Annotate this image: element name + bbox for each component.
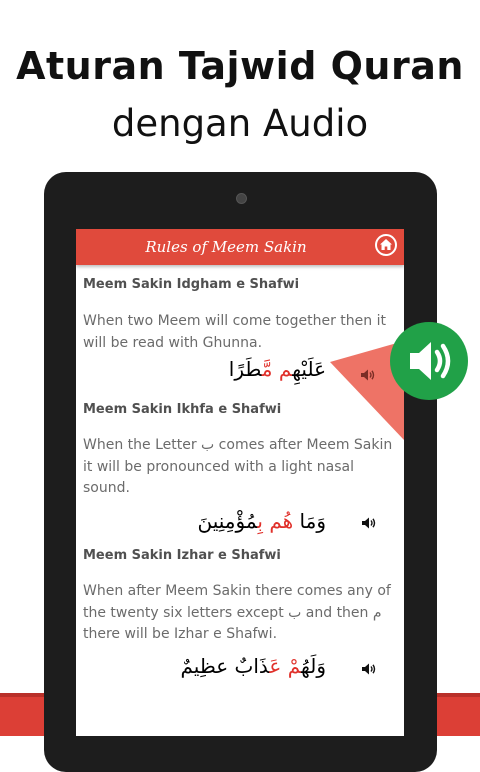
home-button[interactable] — [375, 234, 397, 256]
section-text: When two Meem will come together then it will be read with Ghunna. — [83, 313, 386, 351]
section-title: Meem Sakin Izhar e Shafwi — [83, 548, 281, 563]
speaker-icon[interactable] — [361, 662, 377, 676]
section-text: When the Letter ب comes after Meem Sakin it will be pronounced with a light nasal sound. — [83, 437, 393, 496]
tablet-camera — [236, 193, 247, 204]
arabic-part: طَرًا — [228, 357, 262, 381]
arabic-highlight: هُم بِ — [257, 509, 294, 533]
arabic-part: وَمَا — [299, 509, 326, 533]
arabic-part: مُؤْمِنِينَ — [197, 509, 258, 533]
promo-title: Aturan Tajwid Quran — [16, 44, 464, 88]
arabic-highlight: مْ عَ — [269, 654, 302, 678]
audio-badge[interactable] — [390, 322, 468, 400]
section-title: Meem Sakin Ikhfa e Shafwi — [83, 402, 282, 417]
speaker-icon[interactable] — [361, 516, 377, 530]
arabic-part: ذَابٌ عظِيمٌ — [180, 654, 270, 678]
page-title: Rules of Meem Sakin — [145, 238, 307, 256]
arabic-part: وَلَهُ — [301, 654, 326, 678]
section-text: When after Meem Sakin there comes any of the twenty six letters except ب and then م there will be Izhar e Shafwi. — [83, 583, 391, 642]
app-bar — [76, 229, 404, 265]
arabic-example — [197, 509, 326, 533]
arabic-highlight: م مَّ — [261, 357, 293, 381]
speaker-icon[interactable] — [360, 368, 376, 382]
volume-icon — [390, 322, 468, 400]
promo-subtitle: dengan Audio — [111, 102, 369, 145]
home-icon — [377, 236, 395, 254]
app-screen — [76, 229, 404, 736]
section-title: Meem Sakin Idgham e Shafwi — [83, 277, 300, 292]
arabic-example — [180, 654, 326, 678]
arabic-part: عَلَيْهِ — [292, 357, 326, 381]
